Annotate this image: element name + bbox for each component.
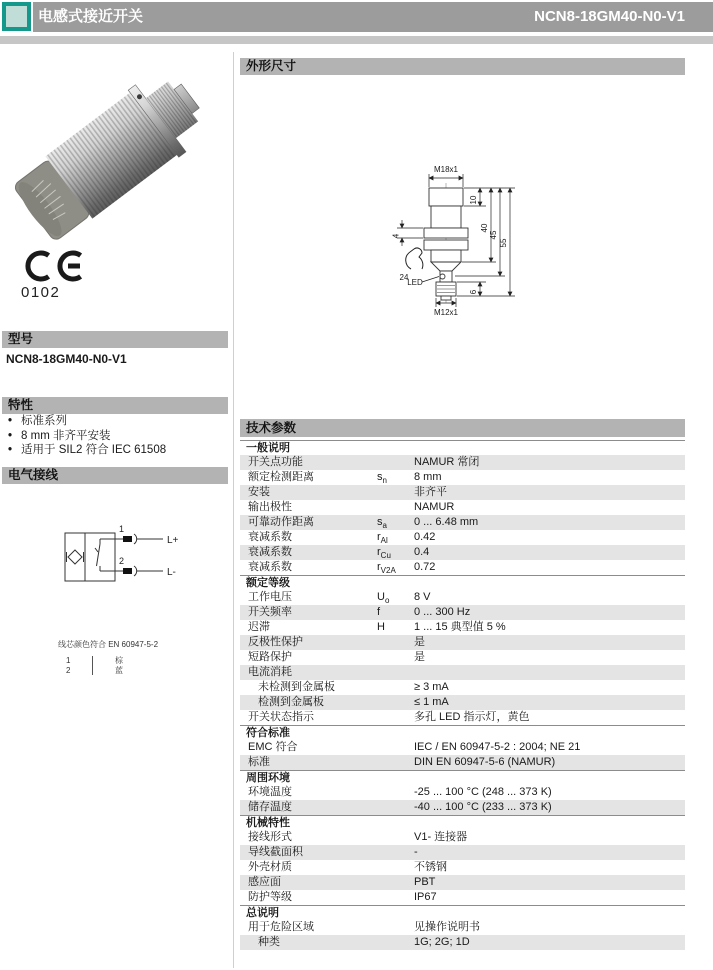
param-label: 开关频率 [248,606,292,618]
header-substrip [0,36,713,44]
table-row [240,740,685,755]
param-label: 电流消耗 [248,666,292,678]
param-value: 8 V [414,591,431,603]
param-value: 1G; 2G; 1D [414,936,470,948]
param-label: 标准 [248,756,270,768]
param-value [414,665,685,680]
terminal-1-label: 1 [119,524,125,534]
param-label: 外壳材质 [248,861,292,873]
table-row [240,620,685,635]
param-value: 不锈钢 [414,861,447,873]
wire-color-note: 线芯颜色符合 EN 60947-5-2 [58,640,159,649]
wire-color-legend [66,656,123,675]
table-row [240,545,685,560]
wire-lminus-label: L- [167,567,176,578]
param-label: 接线形式 [248,831,292,843]
dim-10: 10 [469,195,478,205]
table-row [240,875,685,890]
param-value: ≤ 1 mA [414,696,449,708]
table-row [240,860,685,875]
param-value: 0 ... 6.48 mm [414,516,479,528]
column-divider [233,52,234,968]
feature-item: • 标准系列 [6,414,166,429]
param-value: V1- 连接器 [414,831,468,843]
param-symbol [377,830,414,845]
brand-icon [2,2,31,31]
param-symbol [377,665,414,680]
table-row [240,680,685,695]
param-label: 开关点功能 [248,456,303,468]
spec-group-header: 额定等级 [240,575,685,590]
table-row [240,635,685,650]
table-row [240,530,685,545]
param-value: -40 ... 100 °C (233 ... 373 K) [414,801,552,813]
param-symbol [377,890,414,905]
param-symbol [377,920,414,935]
param-label: 短路保护 [248,651,292,663]
table-row [240,515,685,530]
header-model-number: NCN8-18GM40-N0-V1 [534,8,685,25]
wrench-icon [406,248,423,269]
param-label: 迟滞 [248,621,270,633]
table-row [240,695,685,710]
section-heading-connection: 电气接线 [2,467,228,484]
table-row [240,710,685,725]
wire-legend-pin: 2 [66,665,71,675]
ce-number: 0102 [21,284,61,301]
param-symbol: $s_n$ [377,471,387,486]
param-value: IEC / EN 60947-5-2 : 2004; NE 21 [414,741,581,753]
wire-legend-row [66,656,123,666]
param-label: 安装 [248,486,270,498]
table-row [240,935,685,950]
connector-pin-icon [123,568,132,574]
spec-group-header: 周围环境 [240,770,685,785]
param-symbol [377,650,414,665]
param-symbol: $r_{Al}$ [377,531,388,546]
top-bar [0,2,713,32]
spec-group-header: 符合标准 [240,725,685,740]
wire-legend-color: 蓝 [92,666,123,676]
param-value: NAMUR [414,501,455,513]
table-row [240,830,685,845]
param-value: 非齐平 [414,486,447,498]
param-symbol [377,710,414,725]
table-row [240,800,685,815]
param-symbol: H [377,621,385,633]
table-row [240,845,685,860]
param-symbol [377,755,414,770]
param-label: EMC 符合 [248,741,298,753]
switch-blade [97,544,101,566]
specs-table [240,440,685,950]
param-label: 衰减系数 [248,561,292,573]
table-row [240,605,685,620]
param-label: 衰减系数 [248,546,292,558]
dim-6: 6 [469,289,478,295]
param-symbol: $U_o$ [377,591,390,606]
table-row [240,560,685,575]
led-label: LED [407,278,423,287]
param-label: 用于危险区域 [248,921,314,933]
param-label: 可靠动作距离 [248,516,314,528]
dim-45: 45 [489,230,498,240]
dimension-drawing [375,143,605,321]
section-heading-features: 特性 [2,397,228,414]
dim-thread-top: M18x1 [433,165,459,174]
spec-group-header: 一般说明 [240,440,685,455]
param-value: ≥ 3 mA [414,681,449,693]
param-symbol [377,845,414,860]
spec-group-header: 机械特性 [240,815,685,830]
param-label: 环境温度 [248,786,292,798]
param-label: 储存温度 [248,801,292,813]
table-row [240,920,685,935]
param-label: 防护等级 [248,891,292,903]
param-label: 衰减系数 [248,531,292,543]
param-value: 0 ... 300 Hz [414,606,471,618]
product-photo [12,50,217,275]
dim-thread-bottom: M12x1 [433,308,459,317]
param-value: 1 ... 15 典型值 5 % [414,621,506,633]
wiring-diagram [55,518,185,593]
table-row [240,455,685,470]
dim-55: 55 [499,238,508,248]
param-symbol: $s_a$ [377,516,387,531]
table-row [240,470,685,485]
table-row [240,500,685,515]
features-list [6,414,166,458]
section-heading-dimensions: 外形尺寸 [240,58,685,75]
param-value: DIN EN 60947-5-6 (NAMUR) [414,756,556,768]
table-row [240,785,685,800]
feature-item: • 适用于 SIL2 符合 IEC 61508 [6,443,166,458]
section-heading-model: 型号 [2,331,228,348]
param-label: 额定检测距离 [248,471,314,483]
param-label: 开关状态指示 [248,711,314,723]
param-value: - [414,846,418,858]
param-label: 输出极性 [248,501,292,513]
param-value: 是 [414,651,425,663]
terminal-2-label: 2 [119,556,125,566]
param-symbol [377,485,414,500]
param-symbol [377,785,414,800]
table-row [240,590,685,605]
table-row [240,485,685,500]
dim-40: 40 [480,223,489,233]
param-symbol [377,740,414,755]
wire-legend-row [66,666,123,676]
ce-mark-icon [23,249,87,288]
model-number: NCN8-18GM40-N0-V1 [6,352,127,366]
param-symbol: $r_{Cu}$ [377,546,391,561]
param-value: 8 mm [414,471,442,483]
page-title: 电感式接近开关 [38,8,144,25]
param-symbol [377,875,414,890]
table-row [240,650,685,665]
param-symbol [377,695,414,710]
param-value: 见操作说明书 [414,921,480,933]
param-symbol [377,860,414,875]
table-row [240,665,685,680]
param-symbol [377,455,414,470]
table-row [240,890,685,905]
param-value: 0.4 [414,546,430,558]
param-label: 感应面 [248,876,281,888]
param-label: 工作电压 [248,591,292,603]
dim-24: 24 [399,273,409,282]
param-value: IP67 [414,891,437,903]
section-heading-specs: 技术参数 [240,419,685,437]
feature-item: • 8 mm 非齐平安装 [6,429,166,444]
param-symbol [377,680,414,695]
param-label: 检测到金属板 [258,696,324,708]
param-value: 多孔 LED 指示灯，黄色 [414,711,530,723]
spec-group-header: 总说明 [240,905,685,920]
param-value: -25 ... 100 °C (248 ... 373 K) [414,786,552,798]
sensor-cylinder [12,62,216,248]
param-symbol: $r_{V2A}$ [377,561,396,576]
param-symbol [377,635,414,650]
param-value: NAMUR 常闭 [414,456,480,468]
inductive-sensor-icon [68,550,82,564]
table-row [240,755,685,770]
param-label: 导线截面积 [248,846,303,858]
param-value: PBT [414,876,436,888]
param-label: 种类 [258,936,280,948]
param-symbol [377,500,414,515]
dim-4: 4 [391,233,401,239]
param-value: 0.72 [414,561,436,573]
param-symbol [377,800,414,815]
param-value: 0.42 [414,531,436,543]
param-value: 是 [414,636,425,648]
param-symbol [377,935,414,950]
led-indicator [440,274,445,279]
param-label: 反极性保护 [248,636,303,648]
wire-legend-color: 棕 [92,656,123,666]
param-label: 未检测到金属板 [258,681,335,693]
wire-lplus-label: L+ [167,535,179,546]
connector-pin-icon [123,536,132,542]
wire-legend-pin: 1 [66,656,71,665]
param-symbol: f [377,606,381,618]
